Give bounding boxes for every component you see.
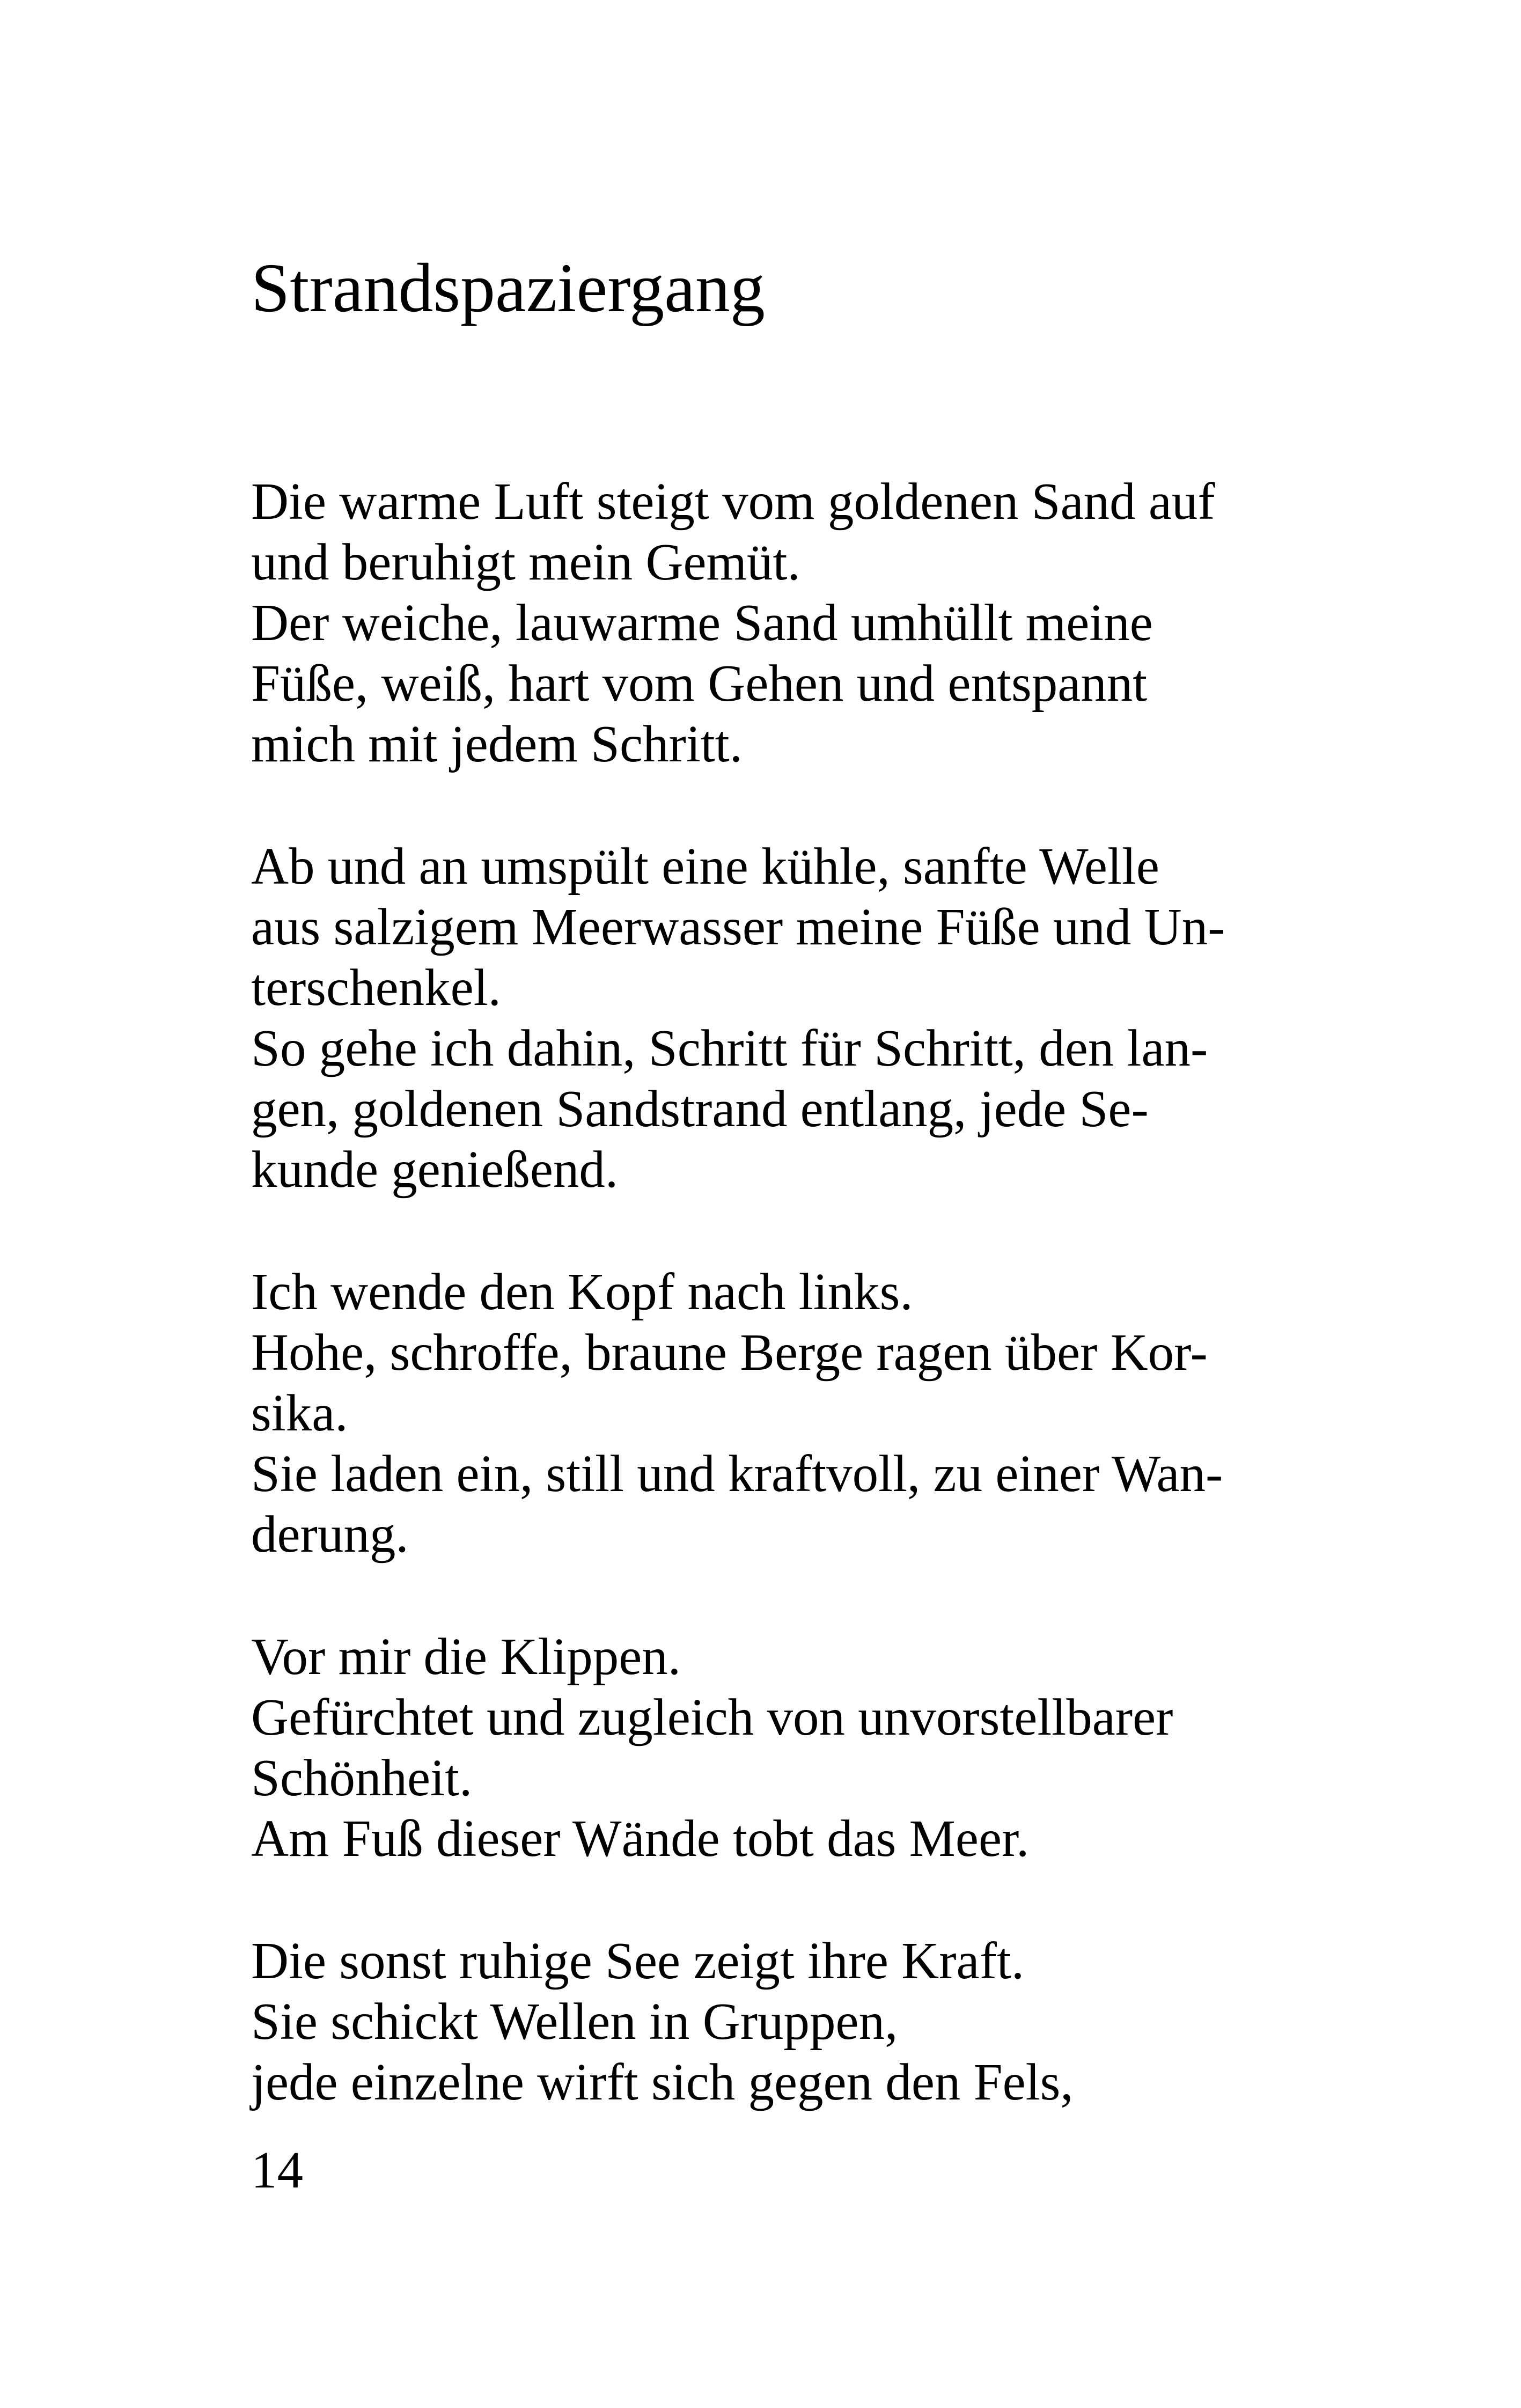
- poem-title: Strandspaziergang: [251, 249, 765, 327]
- poem-line: Am Fuß dieser Wände tobt das Meer.: [251, 1810, 1030, 1867]
- poem-line: und beruhigt mein Gemüt.: [251, 533, 800, 591]
- poem-line: So gehe ich dahin, Schritt für Schritt, den lan-: [251, 1019, 1208, 1077]
- poem-line: Die sonst ruhige See zeigt ihre Kraft.: [251, 1932, 1025, 1989]
- poem-line: Ich wende den Kopf nach links.: [251, 1263, 913, 1320]
- poem-line: Füße, weiß, hart vom Gehen und entspannt: [251, 655, 1148, 712]
- poem-line: kunde genießend.: [251, 1141, 619, 1198]
- poem-line: Vor mir die Klippen.: [251, 1628, 681, 1685]
- poem-line: jede einzelne wirft sich gegen den Fels,: [251, 2053, 1074, 2111]
- poem-line: derung.: [251, 1506, 409, 1563]
- poem-line: mich mit jedem Schritt.: [251, 715, 743, 773]
- poem-line: Sie laden ein, still und kraftvoll, zu einer Wan-: [251, 1445, 1223, 1502]
- poem-line: Ab und an umspült eine kühle, sanfte Welle: [251, 838, 1159, 895]
- poem-line: aus salzigem Meerwasser meine Füße und Un-: [251, 898, 1225, 956]
- poem-line: Der weiche, lauwarme Sand umhüllt meine: [251, 594, 1153, 651]
- poem-line: Die warme Luft steigt vom goldenen Sand auf: [251, 473, 1215, 530]
- poem-line: Sie schickt Wellen in Gruppen,: [251, 1993, 898, 2050]
- poem-line: terschenkel.: [251, 959, 501, 1016]
- poem-line: Schönheit.: [251, 1749, 473, 1807]
- poem-line: gen, goldenen Sandstrand entlang, jede Se-: [251, 1080, 1149, 1137]
- poem-line: Gefürchtet und zugleich von unvorstellbarer: [251, 1688, 1173, 1746]
- poem-line: sika.: [251, 1384, 348, 1442]
- poem-line: Hohe, schroffe, braune Berge ragen über Kor-: [251, 1324, 1208, 1381]
- page-number: 14: [251, 2141, 303, 2199]
